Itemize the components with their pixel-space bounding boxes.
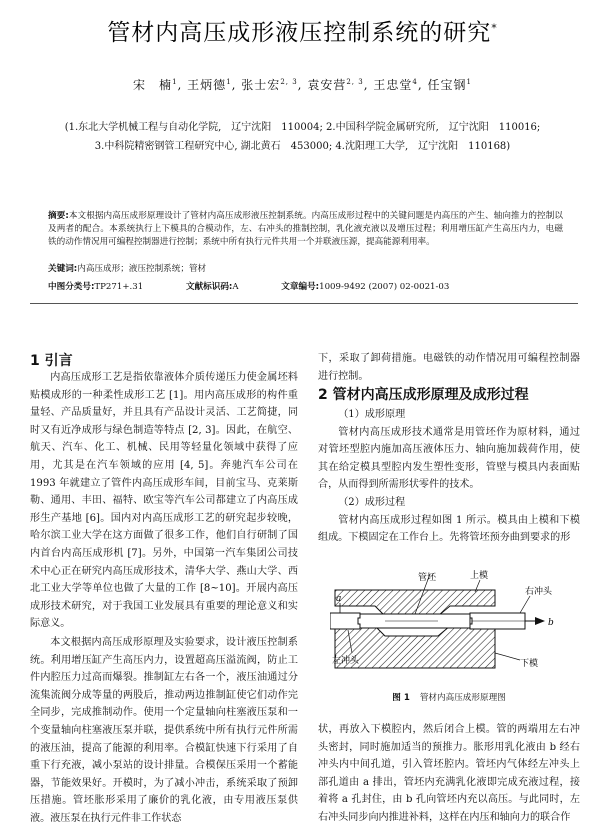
label-right-punch: 右冲头 <box>525 587 553 597</box>
upper-die <box>335 590 495 616</box>
author <box>241 78 297 92</box>
author-name: 袁安营 <box>307 78 347 92</box>
label-tube: 管坯 <box>418 573 437 583</box>
paper-title <box>0 14 605 47</box>
doc-code <box>186 282 259 292</box>
author-name: 王忠堂 <box>373 78 413 92</box>
title-footnote-mark: * <box>491 21 498 35</box>
author <box>427 78 471 92</box>
label-upper-die: 上模 <box>470 571 489 581</box>
class-number <box>48 282 163 292</box>
section-2-continued <box>318 721 580 827</box>
author-separator: , <box>297 78 308 92</box>
author <box>187 78 231 92</box>
caption-text: 管材内高压成形原理图 <box>419 693 506 703</box>
caption-number: 图 1 <box>392 693 410 703</box>
col2-continued-text: 下，采取了卸荷措施。电磁铁的动作情况用可编程控制器进行控制。 <box>318 353 580 382</box>
label-a: a <box>336 594 342 604</box>
author-name: 张士宏 <box>241 78 281 92</box>
class-value: TP271+.31 <box>94 282 144 292</box>
author-affiliation-mark: 1 <box>226 78 232 86</box>
affiliation-line-1: (1.东北大学机械工程与自动化学院, 辽宁沈阳 110004; 2.中国科学院金属研究所, 辽宁沈阳 110016; <box>64 122 541 133</box>
abstract-text: 本文根据内高压成形原理设计了管材内高压成形液压控制系统。内高压成形过程中的关键问题是内高压的产生、轴向推力的控制以及两者的配合。本系统执行上下模具的合模动作，左、右冲头的推制控制，乳化液充液以及增压过程；利用增压缸产生高压内力，电磁铁的动作情况用可编程控制器进行控制；系统中所有执行元件共用一个并联液压源，提高能源利用率。 <box>48 211 563 247</box>
label-b: b <box>548 618 554 628</box>
section-1-para-1 <box>30 369 298 633</box>
figure-1-diagram <box>330 568 580 678</box>
author-affiliation-mark: 2, 3 <box>280 78 298 86</box>
doc-label: 文献标识码: <box>185 282 233 292</box>
author-separator: , <box>177 78 188 92</box>
section-1-para-2 <box>30 634 298 828</box>
author-affiliation-mark: 2, 3 <box>346 78 364 86</box>
author-list <box>0 76 605 93</box>
article-number <box>281 282 469 292</box>
article-value: 1009-9492 (2007) 02-0021-03 <box>319 282 450 292</box>
left-punch <box>330 613 360 629</box>
doc-value: A <box>232 282 239 292</box>
author-affiliation-mark: 4 <box>412 78 418 86</box>
process-paragraph: 管材内高压成形过程如图 1 所示。模具由上模和下模组成。下模固定在工作台上。先将管坯预夯曲到要求的形 <box>318 514 580 544</box>
article-label: 文章编号: <box>281 282 320 292</box>
abstract <box>48 210 563 249</box>
author <box>133 78 177 92</box>
intro-paragraph-2: 本文根据内高压成形原理及实验要求，设计液压控制系统。利用增压缸产生高压内力，设置超高压溢流阀，防止工件内腔压力过高而爆裂。推制缸左右各一个，液压油通过分流集流阀分成等量的两股后，推动两边推制缸使它们动作完全同步，完成推制动作。使用一个定量轴向柱塞液压泵和一个变量轴向柱塞液压泵并联，提供系统中所有执行元件所需的液压油，提高了能源的利用率。合模缸快速下行采用了自重下行充液，减小泵站的设计排量。合模保压采用一个蓄能器，节能效果好。开模时，为了减小冲击，系统采取了预卸压措施。管坯胀形采用了廉价的乳化液，由专用液压泵供液。液压泵在执行元件非工作状态 <box>30 637 298 824</box>
figure-1-caption <box>318 691 580 703</box>
author-name: 任宝钢 <box>427 78 467 92</box>
author-separator: , <box>363 78 374 92</box>
class-label: 中图分类号: <box>48 282 95 292</box>
label-left-punch: 左冲头 <box>332 656 360 666</box>
author-separator: , <box>231 78 242 92</box>
keywords-text: 内高压成形；液压控制系统；管材 <box>77 264 207 274</box>
author-name: 王炳德 <box>187 78 227 92</box>
section-1-heading: 1 引言 <box>30 353 73 369</box>
keywords <box>48 262 568 274</box>
principle-paragraph: 管材内高压成形技术通常是用管坯作为原材料，通过对管坯型腔内施加高压液体压力、轴向施加载荷作用，使其在给定模具型腔内发生塑性变形，管壁与模具内表面贴合，从而得到所需形状零件的技术。 <box>318 426 580 491</box>
author-separator: , <box>417 78 428 92</box>
author <box>307 78 363 92</box>
author-affiliation-mark: 1 <box>172 78 178 86</box>
author-name: 宋 楠 <box>133 78 173 92</box>
keywords-label: 关键词: <box>48 264 78 274</box>
section-2-body <box>318 406 580 547</box>
classification-line <box>48 280 568 292</box>
abstract-label: 摘要: <box>48 211 69 221</box>
label-lower-die: 下模 <box>520 659 539 669</box>
author-affiliation-mark: 1 <box>466 78 472 86</box>
section-2-heading: 2 管材内高压成形原理及成形过程 <box>318 387 529 403</box>
subheading-process: （2）成形过程 <box>338 496 406 508</box>
paper-title-text: 管材内高压成形液压控制系统的研究 <box>107 20 492 46</box>
author <box>373 78 417 92</box>
affiliation-line-2: 3.中科院精密钢管工程研究中心, 湖北黄石 453000; 4.沈阳理工大学, 辽宁沈阳 110168) <box>94 141 511 152</box>
process-paragraph-continued: 状，再放入下模腔内，然后闭合上模。管的两端用左右冲头密封，同时施加适当的预推力。胀形用乳化液由 b 经右冲头内中间孔道，引入管坯腔内。管坯内气体经左冲头上部孔道由 a 排出，管坯内充满乳化液即完成充液过程，接着将 a 孔封住，由 b 孔向管坯内充以高压。与此同时，左右冲头同步向内推进补料，这样在内压和轴向力的联合作 <box>318 724 580 823</box>
abstract-divider <box>30 303 578 304</box>
intro-paragraph-1: 内高压成形工艺是指依靠液体介质传递压力使金属坯料贴模成形的一种柔性成形工艺 [1]。用内高压成形的构件重量轻、产品质量好，并且具有产品设计灵活、工艺简捷，同时又有近净成形与绿色制造等特点 [2, 3]。因此，在航空、航天、汽车、化工、机械、民用等轻量化领域中获得了应用，尤其是在汽车领域的应用 [4, 5]。奔驰汽车公司在 1993 年就建立了管件内高压成形车间，目前宝马、克莱斯勒、通用、丰田、福特、欧宝等汽车公司都建立了内高压成形生产基地 [6]。国内对内高压成形工艺的研究起步较晚，哈尔滨工业大学在这方面做了很多工作，他们自行研制了国内首台内高压成形机 [7]。另外，中国第一汽车集团公司技术中心正在研究内高压成形技术，清华大学、燕山大学、西北工业大学等单位也做了大量的工作 [8~10]。开展内高压成形技术研究，对于我国工业发展具有重要的理论意义和实际意义。 <box>30 372 298 630</box>
subheading-principle: （1）成形原理 <box>338 409 406 420</box>
